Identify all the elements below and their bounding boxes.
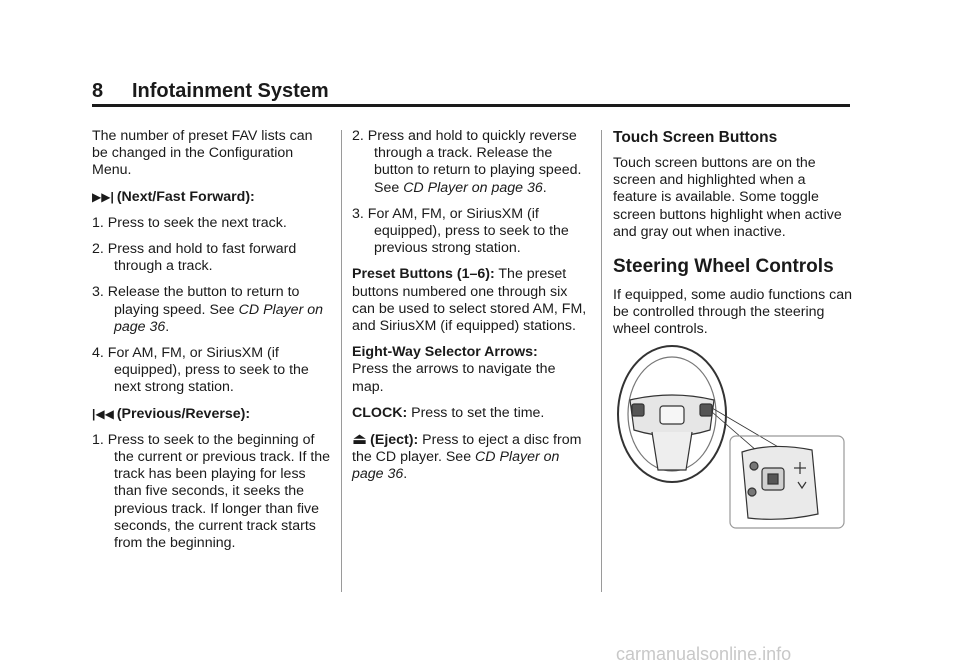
page-header [92, 80, 850, 106]
page-title: Infotainment System [132, 80, 329, 102]
page-number: 8 [92, 80, 104, 102]
eight-way-text: Eight-Way Selector Arrows: Press the arrows to navigate the map. [352, 344, 556, 395]
watermark: carmanualsonline.info [616, 644, 792, 664]
next-step-3: 3. Release the button to return to playing speed. See CD Player on page 36. [92, 284, 324, 335]
touch-screen-text: Touch screen buttons are on the screen and highlighted when a feature is available. Some toggle screen buttons highlight when active and gray out when inactive. [613, 155, 842, 240]
fav-lists-text: The number of preset FAV lists can be changed in the Configuration Menu. [92, 128, 313, 179]
next-track-icon: ▶▶| [92, 189, 114, 204]
next-step-2: 2. Press and hold to fast forward through a track. [92, 241, 297, 275]
steering-wheel-illustration [612, 342, 848, 532]
cd-player-link[interactable]: CD Player on page 36 [403, 179, 543, 196]
clock-text: CLOCK: Press to set the time. [352, 404, 545, 421]
preset-buttons-text: Preset Buttons (1–6): The preset buttons numbered one through six can be used to select stored AM, FM, and SiriusXM (if equipped) stations. [352, 266, 587, 335]
column-3 [613, 126, 853, 348]
eject-icon: ⏏ [352, 431, 368, 449]
column-divider-2 [601, 130, 602, 592]
steering-wheel-heading: Steering Wheel Controls [613, 256, 834, 278]
prev-heading: |◀◀ (Previous/Reverse): [92, 405, 251, 422]
prev-step-1: 1. Press to seek to the beginning of the current or previous track. If the track has been playing for less than five seconds, it seeks the previous track. If longer than five seconds, the current track starts from the beginning. [92, 431, 331, 552]
next-heading: ▶▶| (Next/Fast Forward): [92, 188, 255, 205]
next-step-1: 1. Press to seek the next track. [92, 214, 287, 231]
prev-step-3: 3. For AM, FM, or SiriusXM (if equipped), press to seek to the previous strong station. [352, 205, 569, 257]
prev-step-2: 2. Press and hold to quickly reverse through a track. Release the button to return to playing speed. See CD Player on page 36. [352, 128, 582, 196]
column-1 [92, 128, 332, 561]
next-step-4: 4. For AM, FM, or SiriusXM (if equipped), press to seek to the next strong station. [92, 345, 309, 396]
column-2 [352, 128, 590, 493]
touch-screen-heading: Touch Screen Buttons [613, 129, 778, 146]
eject-text: ⏏ (Eject): Press to eject a disc from the CD player. See CD Player on page 36. [352, 431, 582, 483]
cd-player-link[interactable]: CD Player on page 36 [352, 449, 560, 483]
cd-player-link[interactable]: CD Player on page 36 [114, 301, 324, 335]
steering-wheel-text: If equipped, some audio functions can be controlled through the steering wheel controls. [613, 287, 852, 338]
previous-track-icon: |◀◀ [92, 406, 114, 421]
header-rule [92, 104, 850, 107]
column-divider-1 [341, 130, 342, 592]
